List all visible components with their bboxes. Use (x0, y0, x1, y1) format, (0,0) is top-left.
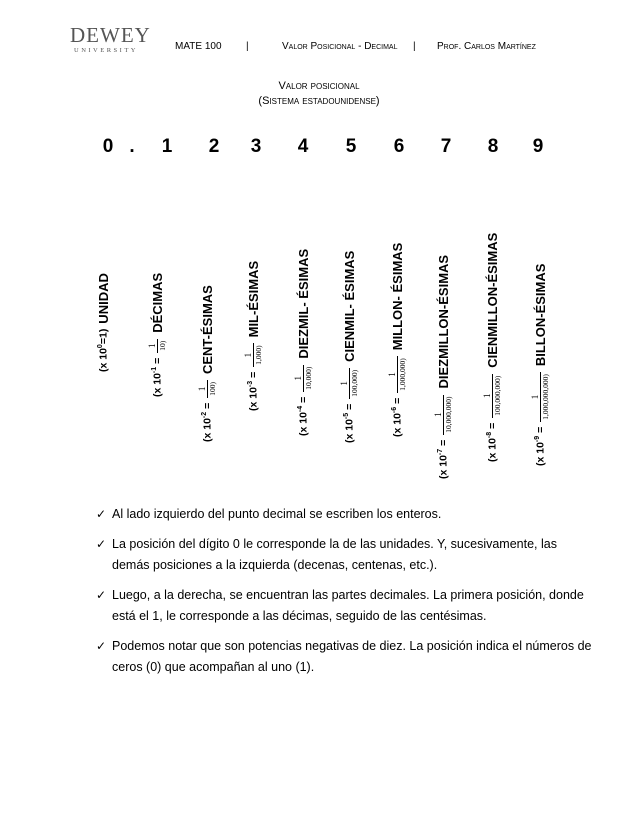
power-equals: = (201, 402, 214, 412)
fraction (530, 372, 550, 422)
power-exponent: 0 (96, 344, 104, 349)
power-base: (x 10 (534, 442, 547, 466)
digit-9: 9 (532, 136, 544, 157)
checkmark-icon: ✓ (96, 639, 107, 653)
fraction-numerator: 1 (243, 352, 253, 358)
list-item (96, 534, 596, 576)
fraction-denominator: 10) (158, 340, 167, 351)
fraction-numerator: 1 (482, 393, 492, 399)
fraction-denominator: 100,000,000) (493, 375, 502, 416)
power-of-ten (437, 440, 450, 479)
page-header (0, 22, 638, 62)
checkmark-icon: ✓ (96, 588, 107, 602)
page-title: Valor posicional (278, 80, 360, 92)
bullet-text: Luego, a la derecha, se encuentran las partes decimales. La primera posición, donde está el 1, le corresponde a las décimas, seguido de las centésimas. (112, 588, 584, 623)
fraction (387, 356, 407, 393)
power-exponent: -1 (150, 366, 158, 374)
power-equals: = (486, 422, 499, 432)
power-equals: = (391, 397, 404, 407)
bullet-list (96, 504, 596, 687)
place-value-column (146, 273, 168, 397)
checkmark-icon: ✓ (96, 507, 107, 521)
fraction-denominator: 1,000,000) (398, 358, 407, 391)
power-base: (x 10 (437, 455, 450, 479)
place-value-column (481, 233, 503, 462)
fraction-numerator: 1 (147, 343, 157, 349)
power-of-ten (201, 403, 214, 442)
checkmark-icon: ✓ (96, 537, 107, 551)
header-separator: | (413, 41, 416, 52)
digit-4: 4 (297, 136, 309, 157)
fraction (482, 374, 502, 418)
place-value-column (196, 285, 218, 442)
university-logo (70, 23, 151, 55)
digit-3: 3 (250, 136, 262, 157)
fraction-denominator: 10,000,000) (444, 396, 453, 433)
place-value-label: DIEZMIL- ÉSIMAS (295, 248, 311, 359)
fraction-numerator: 1 (339, 381, 349, 386)
power-exponent: -2 (200, 411, 208, 419)
power-equals: = (247, 371, 260, 381)
power-exponent: -5 (342, 412, 350, 420)
place-value-label: DIEZMILLON-ÉSIMAS (435, 254, 451, 389)
logo-wordmark: DEWEY (70, 23, 151, 47)
power-of-ten (391, 398, 404, 437)
power-of-ten (297, 397, 310, 436)
fraction-numerator: 1 (197, 386, 207, 392)
place-value-column (92, 273, 114, 372)
place-value-label: CIENMILLON-ÉSIMAS (484, 232, 500, 368)
place-value-label: UNIDAD (95, 273, 111, 324)
power-base: (x 10 (297, 412, 310, 436)
digit-6: 6 (393, 136, 405, 157)
professor-name: Prof. Carlos Martínez (437, 41, 536, 52)
power-exponent: -3 (246, 380, 254, 388)
place-value-column (432, 255, 454, 479)
fraction-numerator: 1 (433, 412, 443, 417)
topic-title: Valor Posicional - Decimal (282, 41, 398, 52)
digit-2: 2 (208, 136, 220, 157)
logo-subtitle: UNIVERSITY (74, 47, 138, 54)
place-value-label: BILLON-ÉSIMAS (532, 263, 548, 367)
fraction-numerator: 1 (387, 372, 397, 377)
power-equals: = (437, 439, 450, 449)
fraction (197, 380, 217, 398)
power-exponent: -9 (533, 435, 541, 443)
power-of-ten (151, 358, 164, 397)
place-value-label: CENT-ÉSIMAS (199, 285, 215, 375)
fraction (433, 395, 453, 435)
fraction (243, 343, 263, 366)
power-equals: = (151, 357, 164, 367)
power-base: (x 10 (97, 348, 110, 372)
fraction-denominator: 1,000) (254, 345, 263, 365)
place-value-label: MILLON- ÉSIMAS (389, 242, 405, 351)
power-base: (x 10 (201, 418, 214, 442)
power-of-ten (247, 372, 260, 411)
power-equals: = (534, 426, 547, 436)
digit-7: 7 (440, 136, 452, 157)
bullet-text: Al lado izquierdo del punto decimal se escriben los enteros. (112, 507, 442, 521)
power-base: (x 10 (247, 387, 260, 411)
header-separator: | (246, 41, 249, 52)
digit-0: 0 (102, 136, 114, 157)
place-value-column (529, 264, 551, 466)
digit-1: 1 (161, 136, 173, 157)
power-equals: =1) (97, 328, 110, 345)
digit-5: 5 (345, 136, 357, 157)
place-value-label: DÉCIMAS (149, 272, 165, 333)
power-of-ten (486, 423, 499, 462)
list-item (96, 585, 596, 627)
fraction-numerator: 1 (530, 394, 540, 400)
power-base: (x 10 (151, 373, 164, 397)
fraction-denominator: 10,000) (304, 366, 313, 390)
place-value-column (292, 249, 314, 436)
fraction-numerator: 1 (293, 375, 303, 381)
power-exponent: -6 (390, 406, 398, 414)
place-value-column (242, 261, 264, 411)
digit-8: 8 (487, 136, 499, 157)
list-item (96, 504, 596, 525)
power-exponent: -8 (485, 431, 493, 439)
place-value-column (386, 243, 408, 437)
power-base: (x 10 (486, 438, 499, 462)
power-of-ten (97, 329, 110, 372)
power-equals: = (297, 396, 310, 406)
power-exponent: -4 (296, 405, 304, 413)
place-value-label: CIENMIL- ÉSIMAS (341, 250, 357, 362)
power-of-ten (534, 427, 547, 466)
page-subtitle: (Sistema estadounidense) (258, 95, 380, 107)
fraction-denominator: 1,000,000,000) (541, 374, 550, 420)
power-exponent: -7 (436, 448, 444, 456)
list-item (96, 636, 596, 678)
power-base: (x 10 (343, 419, 356, 443)
fraction-denominator: 100,000) (350, 369, 359, 397)
place-value-label: MIL-ÉSIMAS (245, 260, 261, 338)
fraction (339, 368, 359, 399)
bullet-text: Podemos notar que son potencias negativas de diez. La posición indica el números de ceros (0) que acompañan al uno (1). (112, 639, 592, 674)
fraction (147, 339, 167, 353)
power-equals: = (343, 403, 356, 413)
bullet-text: La posición del dígito 0 le corresponde la de las unidades. Y, sucesivamente, las demás posiciones a la izquierda (decenas, centenas, etc.). (112, 537, 557, 572)
power-of-ten (343, 404, 356, 443)
power-base: (x 10 (391, 413, 404, 437)
course-code: MATE 100 (175, 41, 222, 52)
fraction (293, 365, 313, 392)
fraction-denominator: 100) (208, 382, 217, 396)
decimal-point: . (129, 136, 135, 157)
place-value-column (338, 251, 360, 443)
